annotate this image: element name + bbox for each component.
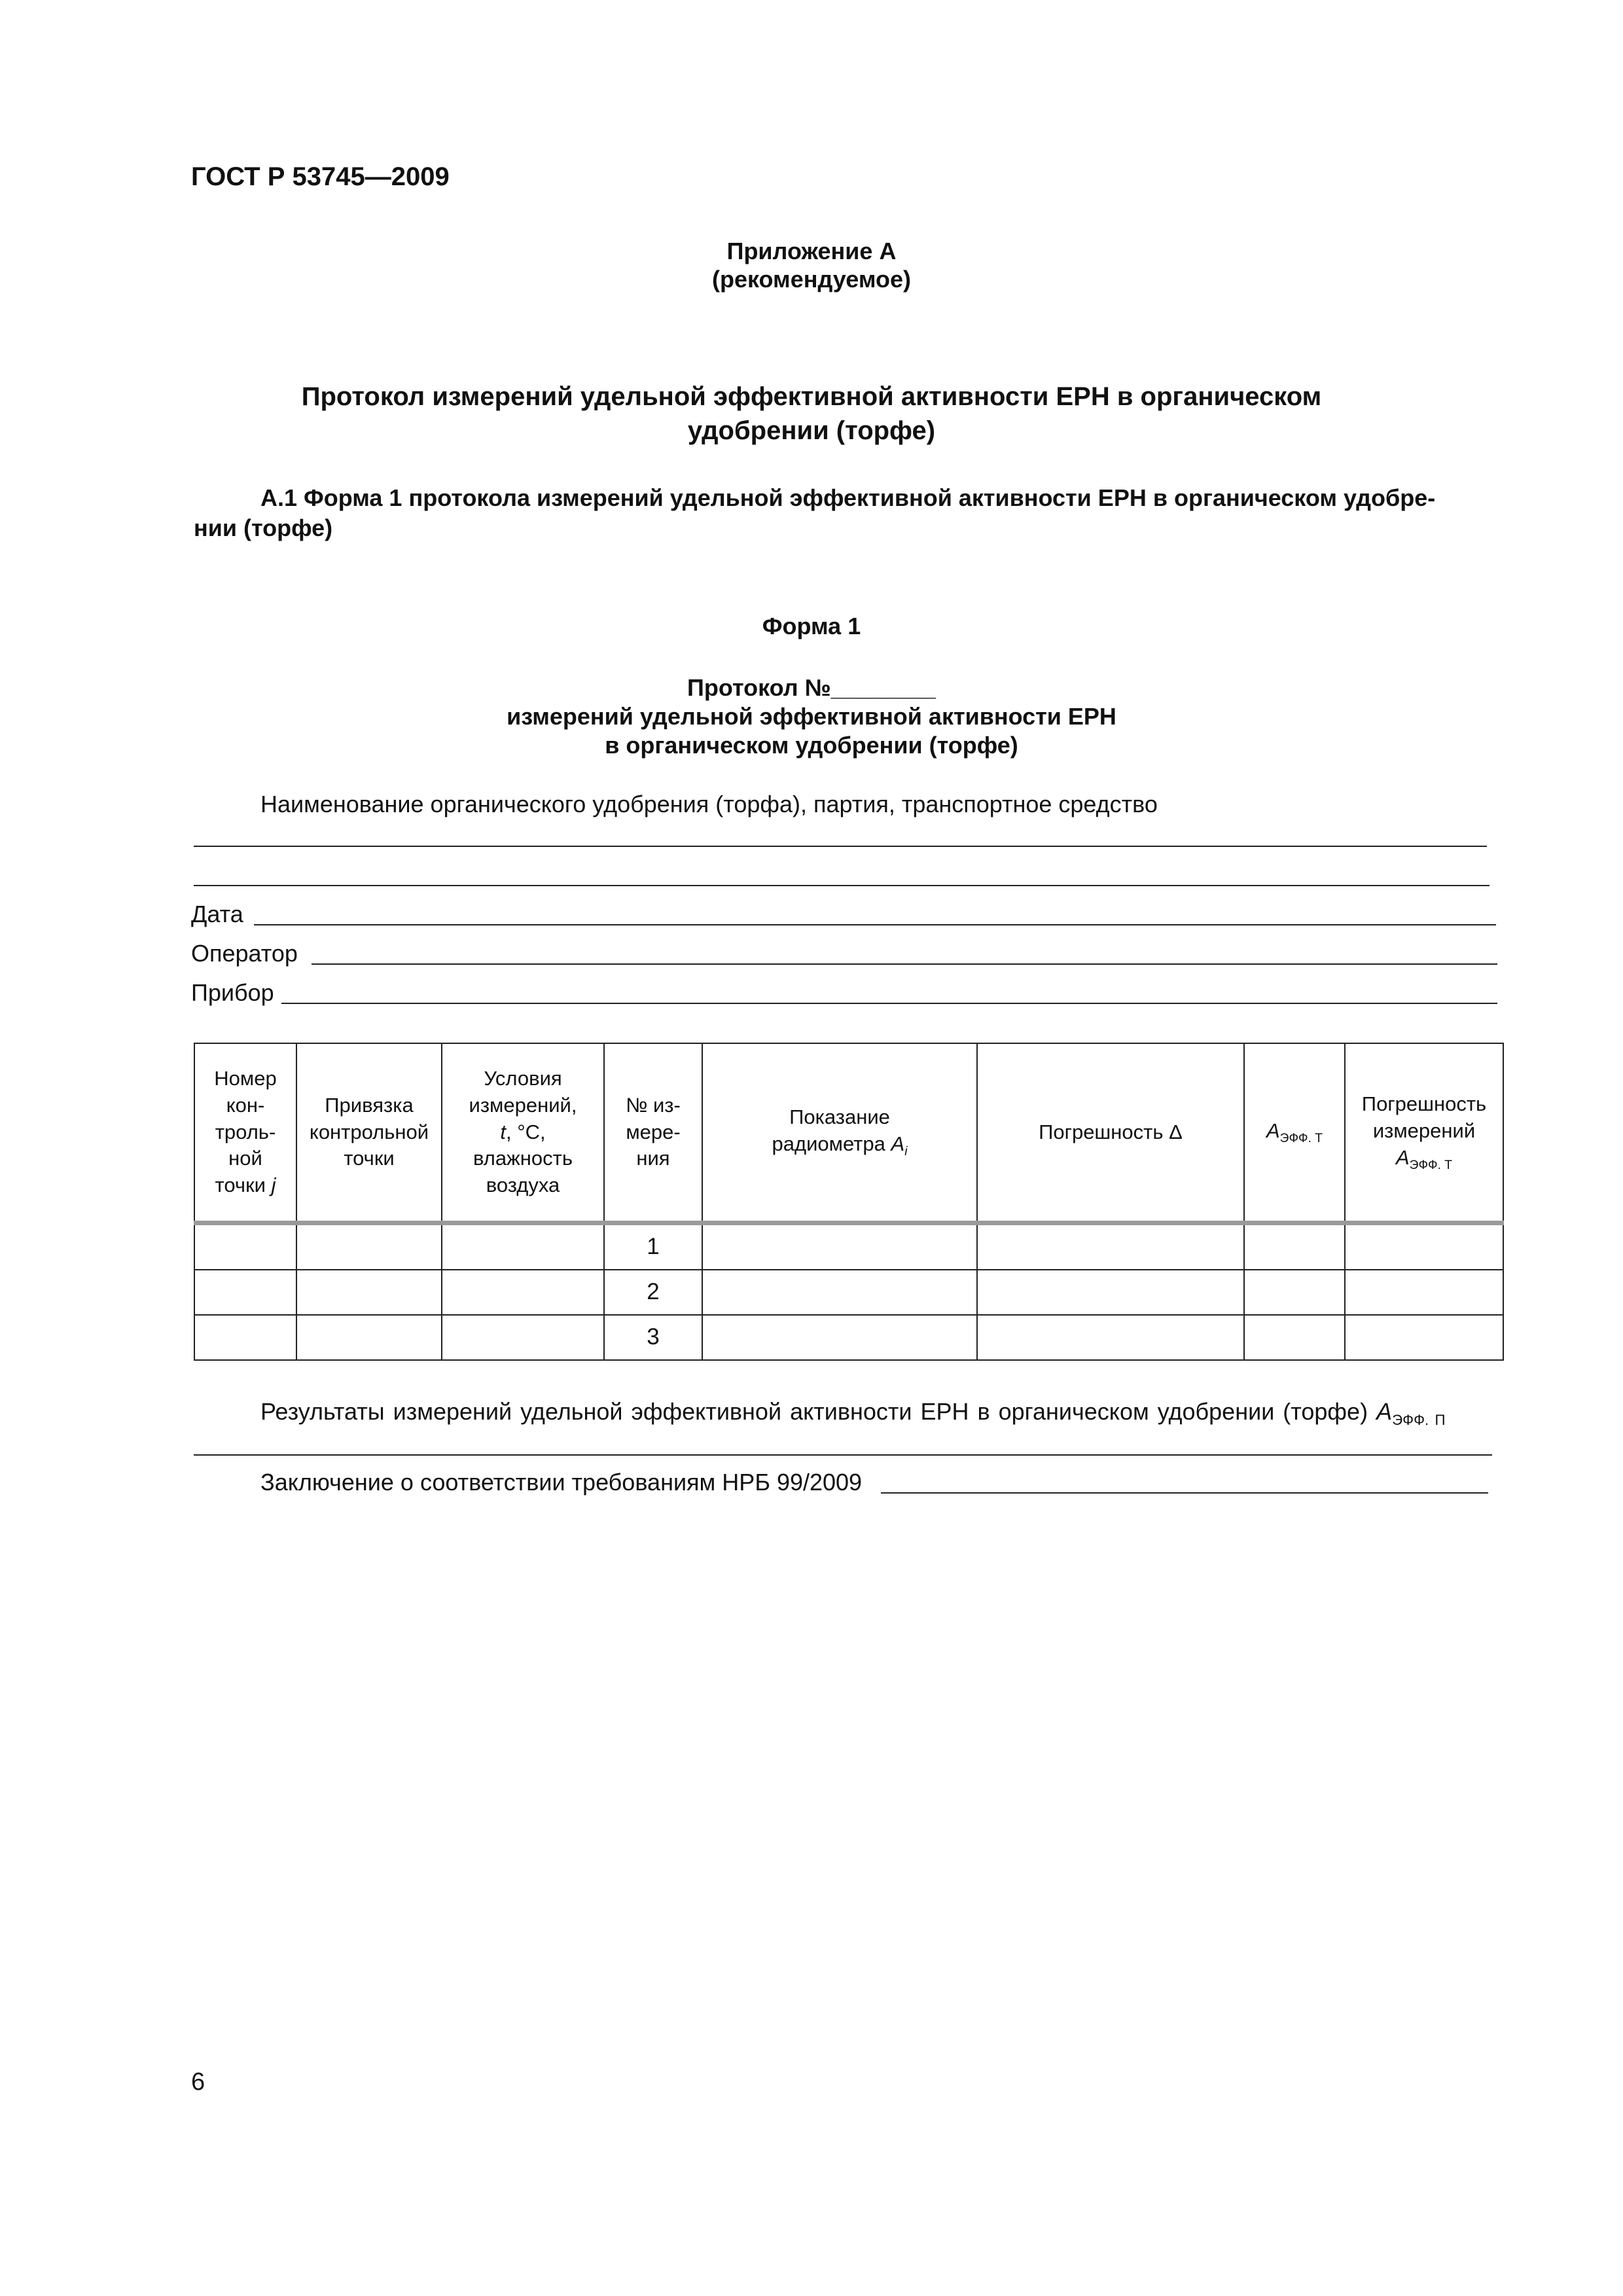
table-cell[interactable]	[296, 1270, 442, 1315]
protocol-number: Протокол №________	[687, 674, 936, 701]
operator-field-line[interactable]	[312, 963, 1497, 965]
date-field-label: Дата	[191, 901, 243, 927]
table-cell[interactable]	[442, 1315, 604, 1360]
table-cell[interactable]	[442, 1223, 604, 1270]
table-cell[interactable]	[702, 1223, 977, 1270]
table-cell[interactable]	[1345, 1223, 1503, 1270]
table-cell[interactable]	[1345, 1270, 1503, 1315]
header-control-point-number: Номер кон- троль- ной точки j	[194, 1043, 296, 1223]
results-line[interactable]	[194, 1454, 1492, 1456]
table-cell[interactable]	[1244, 1223, 1345, 1270]
results-label: Результаты измерений удельной эффективной активности ЕРН в органическом удобрении (торфе) $A_{ЭФФ. П}$	[260, 1398, 1446, 1429]
name-field-line-2[interactable]	[194, 885, 1489, 886]
table-cell[interactable]	[977, 1270, 1244, 1315]
protocol-subtitle-line2: измерений удельной эффективной активности ЕРН	[507, 703, 1116, 730]
appendix-title: Приложение А	[726, 238, 897, 264]
table-row	[194, 1223, 1503, 1270]
table-cell[interactable]	[296, 1315, 442, 1360]
table-cell[interactable]	[977, 1223, 1244, 1270]
table-cell[interactable]	[296, 1223, 442, 1270]
main-title-line1: Протокол измерений удельной эффективной активности ЕРН в органическом	[301, 382, 1322, 411]
main-title-line2: удобрении (торфе)	[687, 416, 936, 445]
table-cell[interactable]	[702, 1315, 977, 1360]
table-cell[interactable]	[442, 1270, 604, 1315]
header-measurement-error: Погрешность измерений $A_{ЭФФ. Т}$	[1345, 1043, 1503, 1223]
table-cell[interactable]	[194, 1223, 296, 1270]
section-a1-line2: нии (торфе)	[194, 514, 333, 541]
header-radiometer-reading: Показание радиометра $A_i$	[702, 1043, 977, 1223]
conclusion-label: Заключение о соответствии требованиям НРБ 99/2009	[260, 1469, 863, 1496]
protocol-subtitle-line3: в органическом удобрении (торфе)	[605, 732, 1018, 759]
header-measurement-number: № из- мере- ния	[604, 1043, 702, 1223]
table-header-row	[194, 1043, 1503, 1223]
table-row	[194, 1315, 1503, 1360]
table-cell[interactable]	[194, 1270, 296, 1315]
header-measurement-conditions: Условия измерений, t, °С, влажность воздуха	[442, 1043, 604, 1223]
measurement-number-cell: 2	[604, 1270, 702, 1315]
measurement-number-cell: 1	[604, 1223, 702, 1270]
table-cell[interactable]	[1244, 1270, 1345, 1315]
table-cell[interactable]	[194, 1315, 296, 1360]
instrument-field-label: Прибор	[191, 979, 274, 1006]
protocol-table	[194, 1043, 1504, 1361]
header-control-point-binding: Привязка контрольной точки	[296, 1043, 442, 1223]
instrument-field-line[interactable]	[281, 1003, 1497, 1004]
page-number: 6	[191, 2068, 205, 2096]
conclusion-line[interactable]	[881, 1492, 1488, 1494]
table-cell[interactable]	[1244, 1315, 1345, 1360]
table-cell[interactable]	[977, 1315, 1244, 1360]
name-field-line-1[interactable]	[194, 846, 1487, 847]
date-field-line[interactable]	[254, 924, 1496, 925]
operator-field-label: Оператор	[191, 940, 298, 967]
name-field-label: Наименование органического удобрения (торфа), партия, транспортное средство	[260, 791, 1158, 817]
table-cell[interactable]	[1345, 1315, 1503, 1360]
measurement-number-cell: 3	[604, 1315, 702, 1360]
standard-code: ГОСТ Р 53745—2009	[191, 162, 450, 191]
header-error-delta: Погрешность Δ	[977, 1043, 1244, 1223]
section-a1-line1: А.1 Форма 1 протокола измерений удельной эффективной активности ЕРН в органическом удобре-	[260, 484, 1436, 511]
appendix-status: (рекомендуемое)	[712, 266, 911, 293]
header-a-eff-t: $A_{ЭФФ. Т}$	[1244, 1043, 1345, 1223]
form-label: Форма 1	[762, 613, 861, 639]
table-row	[194, 1270, 1503, 1315]
table-cell[interactable]	[702, 1270, 977, 1315]
